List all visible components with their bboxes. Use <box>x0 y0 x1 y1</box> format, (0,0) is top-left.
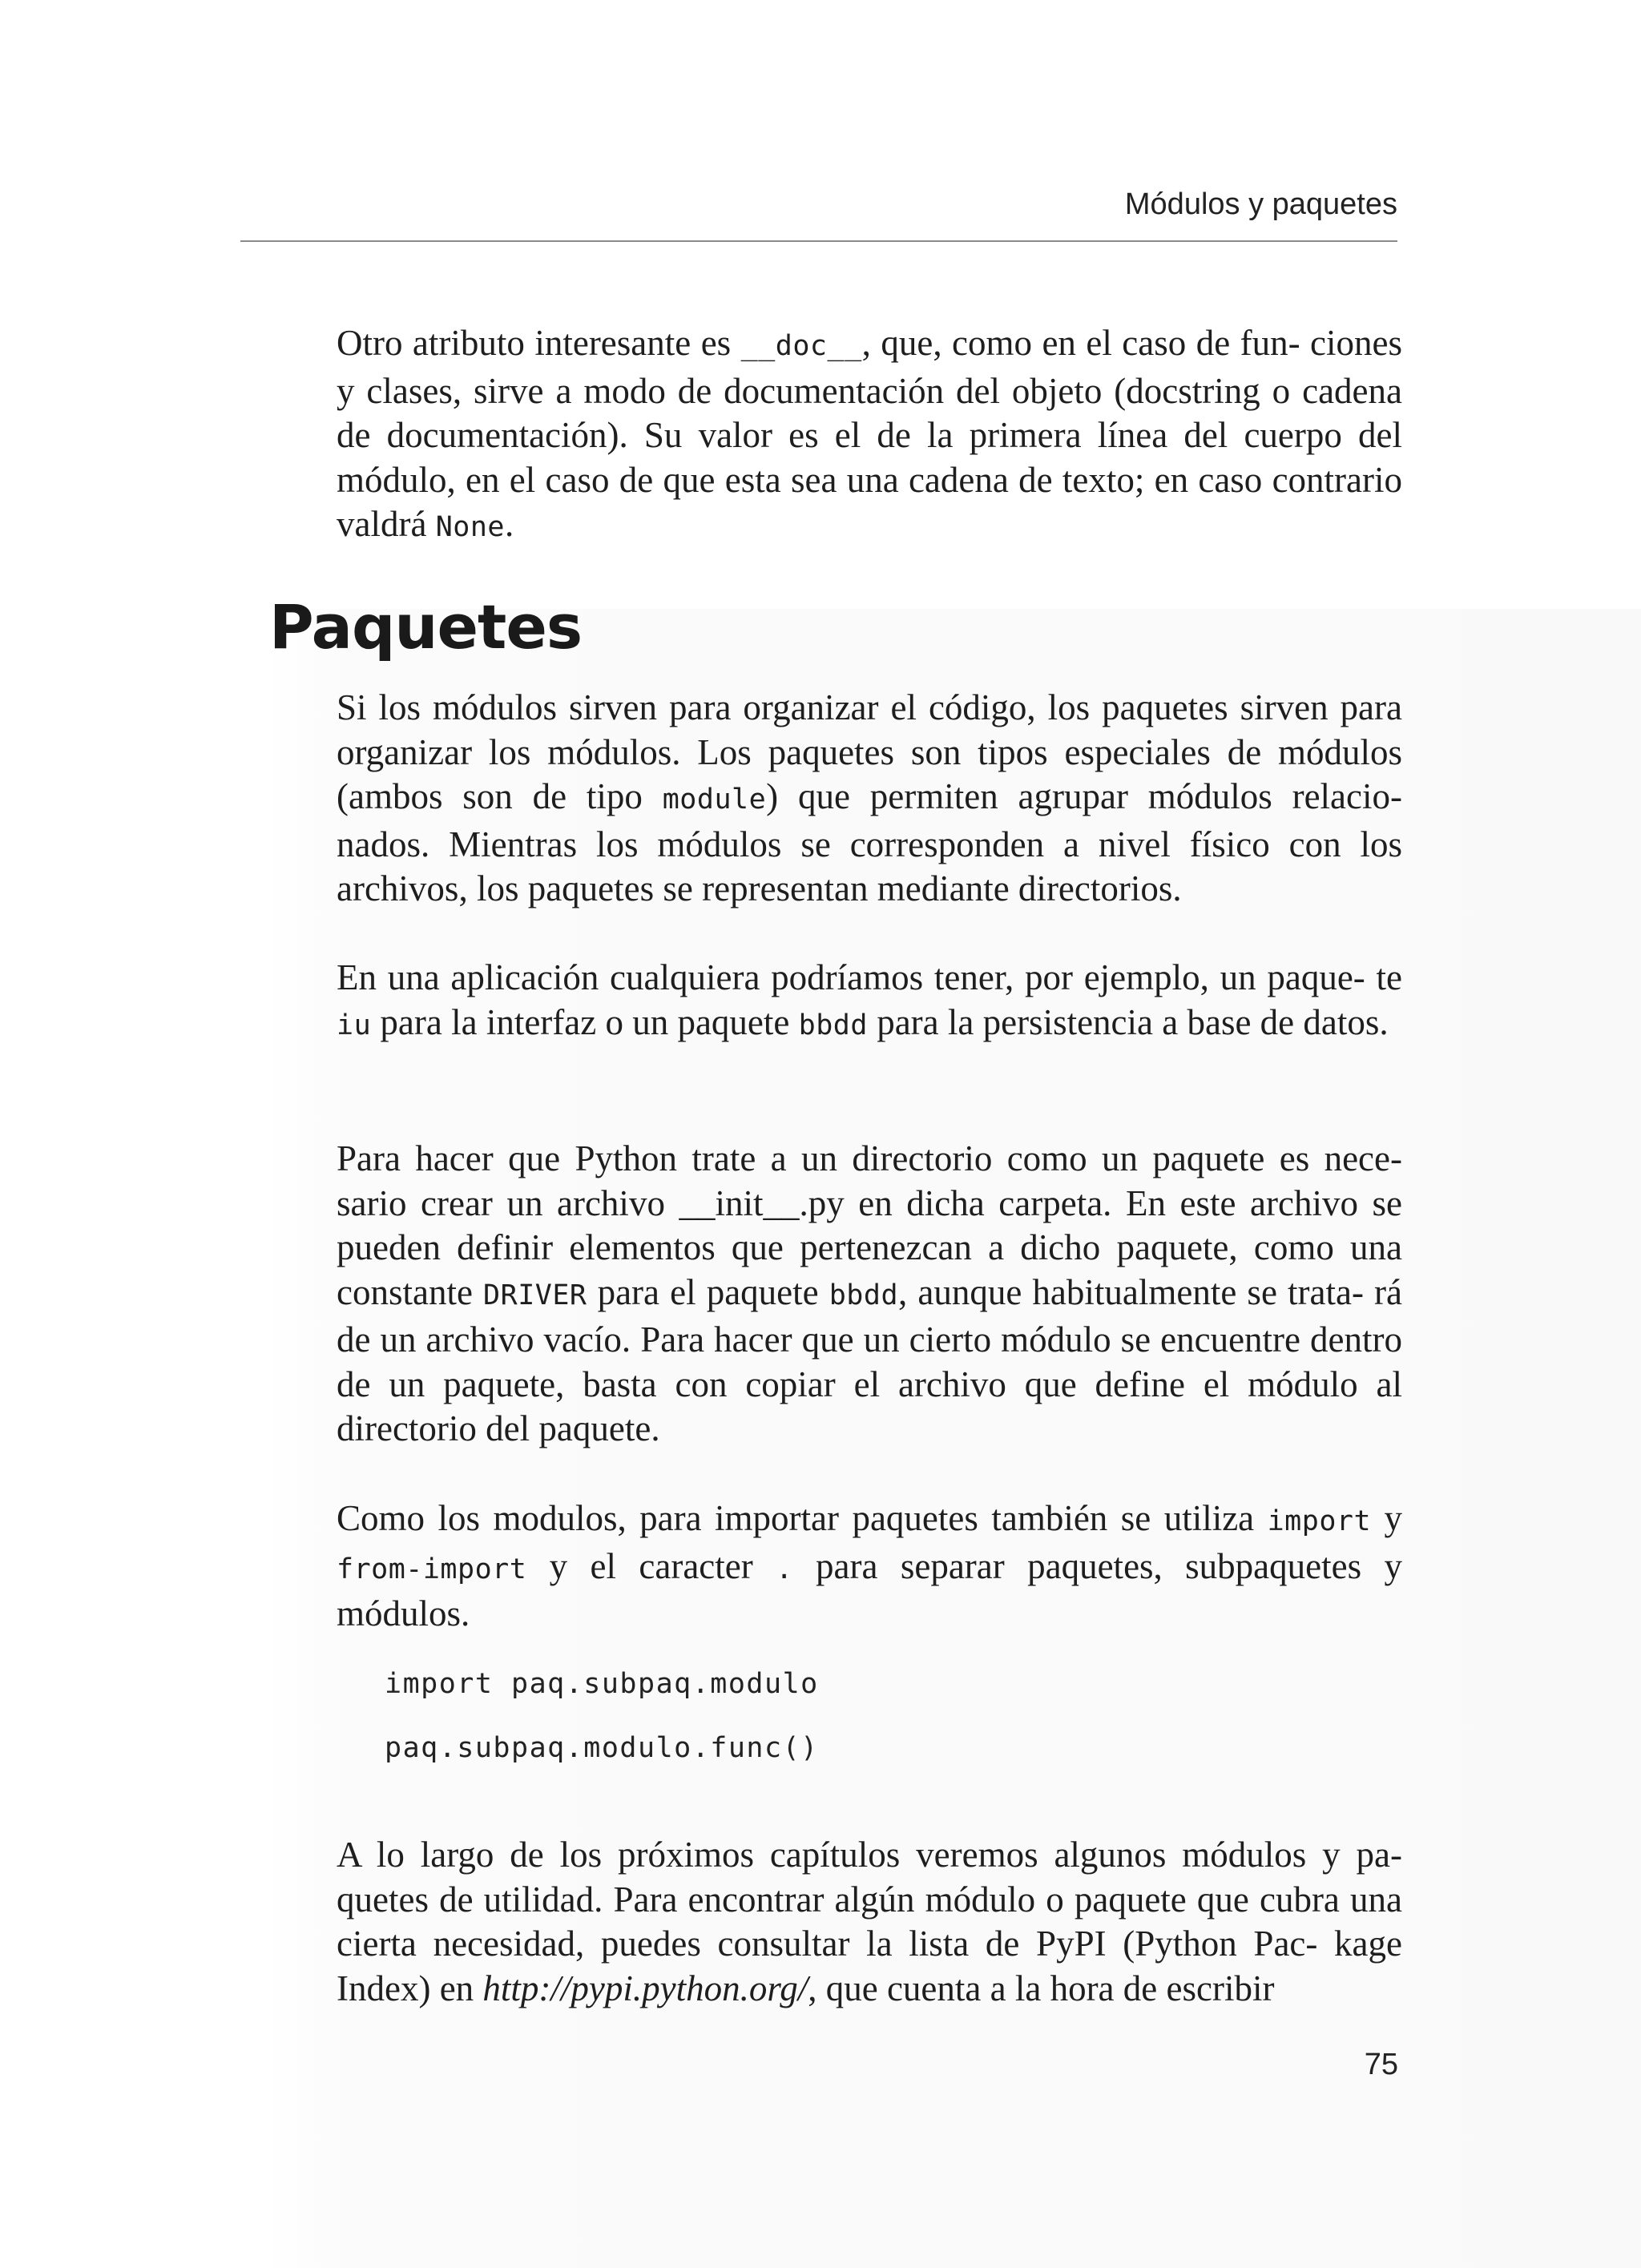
pypi-link[interactable]: http://pypi.python.org/ <box>482 1968 808 2008</box>
running-header <box>240 184 1397 242</box>
p4-text-1: Como los modulos, para importar paquetes también se utiliza <box>337 1498 1268 1538</box>
paragraph-3 <box>337 1137 1402 1452</box>
inline-code-iu: iu <box>337 1009 372 1041</box>
inline-code-module: module <box>662 784 767 816</box>
code-line-1: import paq.subpaq.modulo <box>385 1668 819 1700</box>
p3-text-3: , aunque habitualmente se trata- rá de un archivo vacío. Para hacer que un cierto módulo se encuentre dentro de un paquete, basta con copiar el archivo que define el módulo al directorio del paquete. <box>337 1271 1403 1448</box>
p4-text-3: y el caracter <box>526 1545 776 1586</box>
inline-code-bbdd: bbdd <box>798 1009 868 1041</box>
intro-text-3: . <box>504 504 514 544</box>
paragraph-1 <box>337 686 1402 912</box>
inline-code-doc: __doc__ <box>740 330 862 362</box>
paragraph-4 <box>337 1497 1402 1637</box>
inline-code-import: import <box>1267 1505 1372 1537</box>
p2-text-1: En una aplicación cualquiera podríamos tener, por ejemplo, un paque- te <box>337 957 1402 997</box>
code-line-2: paq.subpaq.modulo.func() <box>385 1732 819 1764</box>
paragraph-2 <box>337 956 1402 1048</box>
inline-code-bbdd: bbdd <box>829 1279 899 1311</box>
p3-text-2: para el paquete <box>587 1271 829 1312</box>
inline-code-driver: DRIVER <box>483 1279 587 1311</box>
p1-text-2: ) que permiten agrupar módulos relacio- nados. Mientras los módulos se corresponden a nivel físico con los archivos, los paquetes se representan mediante directorios. <box>337 776 1402 908</box>
intro-text-1: Otro atributo interesante es <box>337 323 741 363</box>
inline-code-from-import: from-import <box>337 1553 527 1585</box>
p3-text-1: Para hacer que Python trate a un directorio como un paquete es nece- sario crear un archivo __init__.py en dicha carpeta. En este archivo se pueden definir elementos que pertenezcan a dicho paquete, como una constante <box>337 1138 1402 1312</box>
p4-text-2: y <box>1371 1498 1403 1538</box>
section-title: Paquetes <box>269 591 583 663</box>
inline-code-none: None <box>435 511 505 543</box>
intro-text-2: , que, como en el caso de fun- ciones y clases, sirve a modo de documentación del objeto (docstring o cadena de documentación). Su valor es el de la primera línea del cuerpo del módulo, en el caso de que esta sea una cadena de texto; en caso contrario valdrá <box>337 323 1403 544</box>
p5-text-1: A lo largo de los próximos capítulos veremos algunos módulos y pa- quetes de utilidad. Para encontrar algún módulo o paquete que cubra una cierta necesidad, puedes consultar la lista de PyPI (Python Pac- kage Index) en <box>337 1835 1402 2008</box>
p4-text-4: para separar paquetes, subpaquetes y módulos. <box>337 1545 1402 1634</box>
chapter-title: Módulos y paquetes <box>1124 187 1397 221</box>
p2-text-3: para la persistencia a base de datos. <box>867 1001 1389 1042</box>
inline-code-dot: . <box>776 1553 793 1585</box>
paragraph-5 <box>337 1833 1402 2011</box>
p1-text-1: Si los módulos sirven para organizar el código, los paquetes sirven para organizar los módulos. Los paquetes son tipos especiales de módulos (ambos son de tipo <box>337 687 1402 816</box>
p5-text-2: , que cuenta a la hora de escribir <box>808 1968 1275 2008</box>
intro-paragraph <box>337 321 1402 550</box>
p2-text-2: para la interfaz o un paquete <box>371 1001 799 1042</box>
page-number: 75 <box>1364 2048 1398 2081</box>
